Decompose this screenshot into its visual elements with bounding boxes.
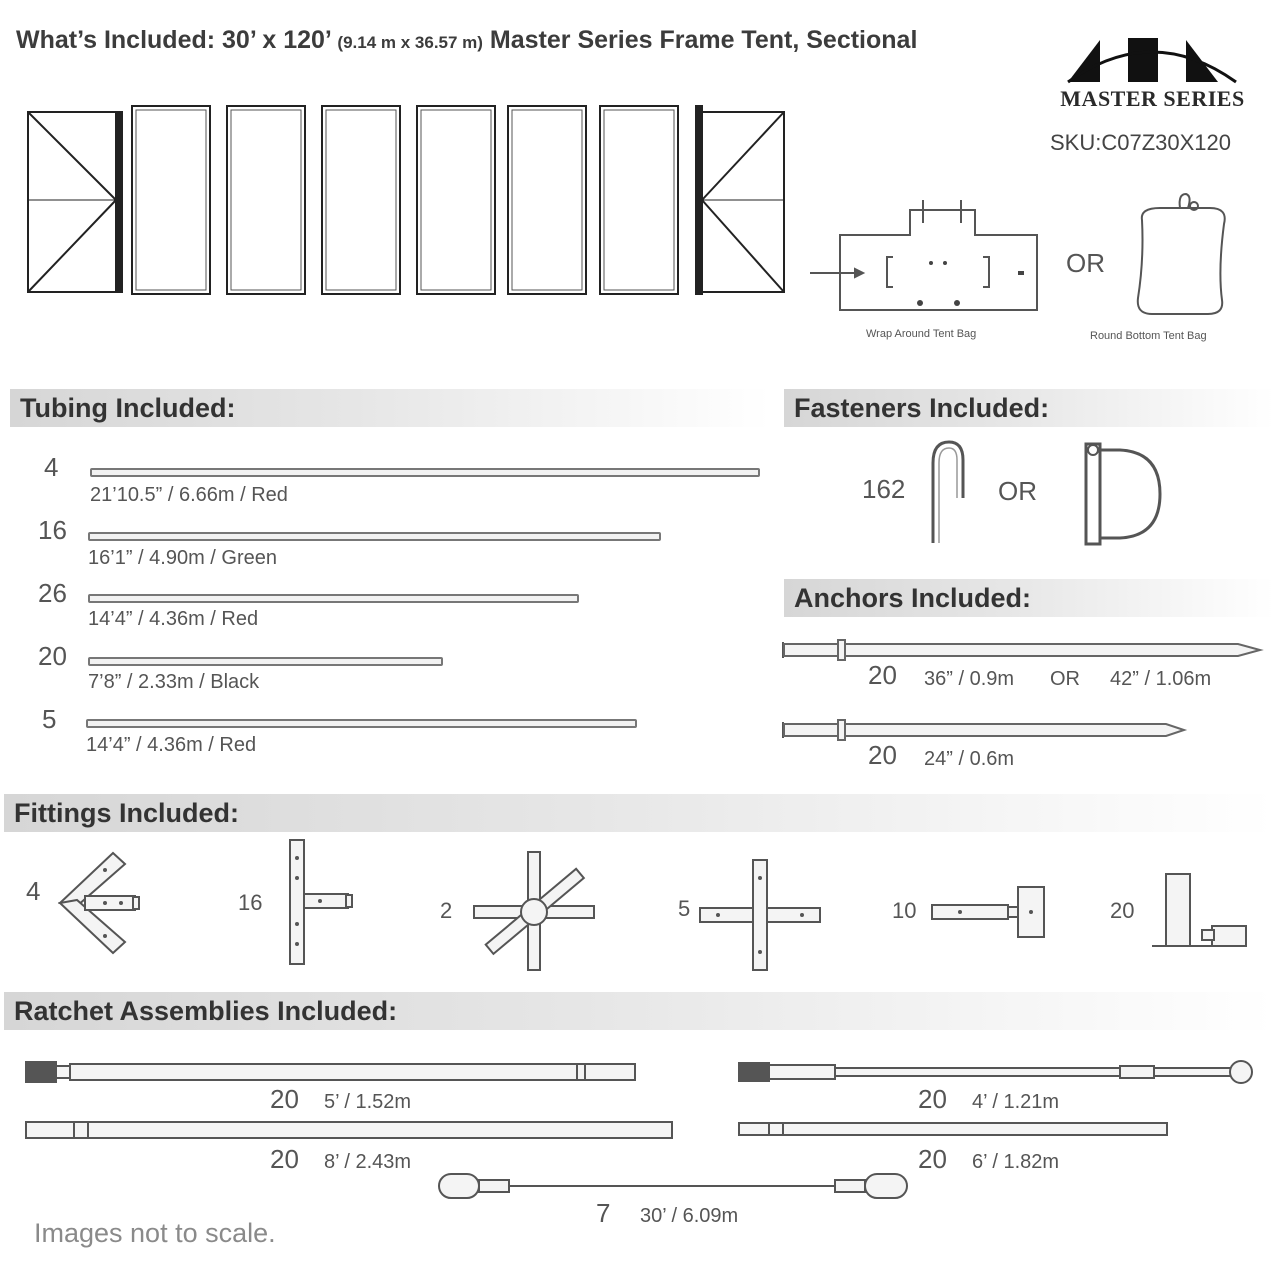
fitting-qty: 16: [238, 890, 263, 915]
tube-qty: 20: [38, 641, 67, 671]
anchor-or-text: OR: [1050, 668, 1080, 690]
r-clip-icon: [925, 438, 975, 548]
fitting-qty: 2: [440, 898, 453, 923]
tube-bar: [88, 594, 579, 603]
ratchet-qty: 20: [270, 1084, 299, 1114]
ratchets-heading: Ratchet Assemblies Included:: [4, 992, 1274, 1030]
tube-qty: 16: [38, 515, 67, 545]
ratchet-strap-6ft-icon: [735, 1119, 1175, 1141]
fittings-heading: Fittings Included:: [4, 794, 1274, 832]
ratchet-label: 6’ / 1.82m: [972, 1151, 1060, 1173]
wrap-bag-label: Wrap Around Tent Bag: [866, 328, 977, 340]
fasteners-heading: Fasteners Included:: [784, 389, 1274, 427]
tube-bar: [88, 532, 661, 541]
lynch-pin-icon: [1080, 438, 1170, 548]
fitting-qty: 20: [1110, 898, 1135, 923]
ratchet-qty: 20: [918, 1144, 947, 1174]
tube-qty: 5: [42, 704, 57, 734]
tube-bar: [90, 468, 760, 477]
anchors-heading: Anchors Included:: [784, 579, 1274, 617]
anchor-stake-long-icon: [778, 636, 1263, 666]
tube-bar: [86, 719, 637, 728]
mid-sections: [132, 106, 678, 294]
end-fitting-icon: [930, 883, 1050, 943]
ratchet-qty: 7: [596, 1198, 611, 1228]
sku-label: SKU:C07Z30X120: [1050, 130, 1231, 155]
anchor-qty: 20: [868, 740, 897, 770]
tube-label: 14’4” / 4.36m / Red: [86, 734, 257, 756]
logo-text: MASTER SERIES: [1060, 86, 1245, 111]
bag-or-text: OR: [1066, 248, 1105, 278]
cable-assembly-30ft-icon: [435, 1170, 915, 1204]
tee-fitting-icon: [286, 838, 356, 968]
fitting-qty: 5: [678, 896, 691, 921]
foot-plate-icon: [1150, 870, 1250, 950]
tube-label: 14’4” / 4.36m / Red: [88, 608, 259, 630]
tubing-heading: Tubing Included:: [10, 389, 770, 427]
anchor-label: 24” / 0.6m: [924, 748, 1015, 770]
ratchet-label: 5’ / 1.52m: [324, 1091, 412, 1113]
ratchet-label: 30’ / 6.09m: [640, 1205, 739, 1227]
tent-stripes-icon: [1050, 30, 1255, 90]
tube-bar: [88, 657, 443, 666]
ratchet-qty: 20: [270, 1144, 299, 1174]
title-metric: (9.14 m x 36.57 m): [337, 33, 483, 52]
tube-qty: 4: [44, 452, 59, 482]
ratchet-label: 4’ / 1.21m: [972, 1091, 1060, 1113]
tube-label: 21’10.5” / 6.66m / Red: [90, 484, 288, 506]
round-bag-label: Round Bottom Tent Bag: [1090, 330, 1207, 342]
ratchet-qty: 20: [918, 1084, 947, 1114]
ratchet-strap-5ft-icon: [22, 1058, 642, 1088]
anchor-alt-label: 42” / 1.06m: [1110, 668, 1212, 690]
fastener-qty: 162: [862, 474, 906, 504]
fastener-or-text: OR: [998, 476, 1037, 506]
ratchet-strap-8ft-icon: [22, 1118, 677, 1144]
ratchet-strap-4ft-icon: [735, 1055, 1260, 1089]
wrap-around-bag-icon: [805, 195, 1045, 315]
anchor-label: 36” / 0.9m: [924, 668, 1015, 690]
end-section-right: [696, 106, 784, 294]
anchor-qty: 20: [868, 660, 897, 690]
tent-sections-diagram: [20, 100, 800, 300]
tube-qty: 26: [38, 578, 67, 608]
fitting-qty: 10: [892, 898, 917, 923]
round-bottom-bag-icon: [1130, 190, 1240, 330]
fitting-qty: 4: [26, 876, 41, 906]
hub-fitting-icon: [472, 848, 602, 978]
end-section-left: [28, 112, 122, 292]
page-title: [16, 26, 917, 55]
cross-fitting-icon: [698, 858, 823, 973]
tube-label: 7’8” / 2.33m / Black: [88, 671, 260, 693]
corner-fitting-icon: [55, 848, 165, 958]
title-tail: Master Series Frame Tent, Sectional: [489, 26, 918, 54]
ratchet-label: 8’ / 2.43m: [324, 1151, 412, 1173]
title-main: What’s Included: 30’ x 120’: [16, 26, 331, 54]
footer-note: Images not to scale.: [34, 1218, 276, 1248]
anchor-stake-short-icon: [778, 716, 1188, 746]
tube-label: 16’1” / 4.90m / Green: [88, 547, 277, 569]
master-series-logo: [1050, 30, 1255, 115]
